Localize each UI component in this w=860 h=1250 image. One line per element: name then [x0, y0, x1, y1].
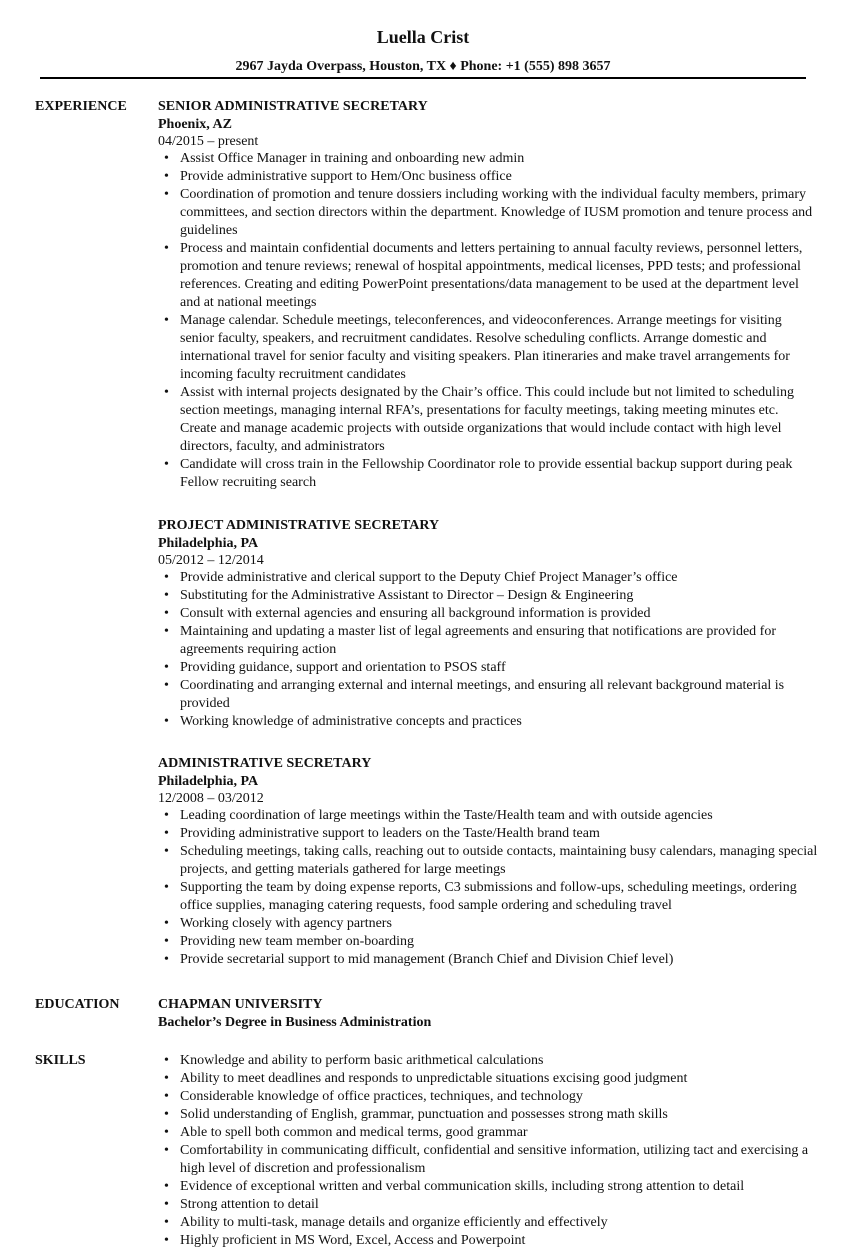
- list-item: • Providing administrative support to leaders on the Taste/Health brand team: [158, 825, 818, 843]
- list-item: • Provide administrative support to Hem/Onc business office: [158, 168, 818, 186]
- list-item: • Process and maintain confidential documents and letters pertaining to annual faculty reviews, personnel letters, promotion and tenure reviews; renewal of hospital appointments, medical licenses, PPD tests; and professional references. Creating and editing PowerPoint presentations/data management to be used at the department level and at national meetings: [158, 240, 818, 312]
- list-item: • Evidence of exceptional written and verbal communication skills, including strong attention to detail: [158, 1178, 818, 1196]
- list-item: • Leading coordination of large meetings within the Taste/Health team and with outside agencies: [158, 807, 818, 825]
- list-item: • Assist with internal projects designated by the Chair’s office. This could include but not limited to scheduling section meetings, managing internal RFA’s, presentations for faculty meetings, taking meeting minutes etc. Create and manage academic projects with outside organizations that would include contact with high level directors, faculty, and administrators: [158, 384, 818, 456]
- skills-list: [158, 1052, 818, 1250]
- section-label-experience: EXPERIENCE: [35, 99, 127, 114]
- job-title: SENIOR ADMINISTRATIVE SECRETARY: [158, 99, 428, 114]
- section-label-education: EDUCATION: [35, 997, 120, 1012]
- list-item: • Assist Office Manager in training and onboarding new admin: [158, 150, 818, 168]
- list-item: • Providing new team member on-boarding: [158, 933, 818, 951]
- list-item: • Knowledge and ability to perform basic arithmetical calculations: [158, 1052, 818, 1070]
- list-item: • Comfortability in communicating difficult, confidential and sensitive information, utilizing tact and exercising a high level of discretion and professionalism: [158, 1142, 818, 1178]
- list-item: • Considerable knowledge of office practices, techniques, and technology: [158, 1088, 818, 1106]
- school-name: CHAPMAN UNIVERSITY: [158, 997, 323, 1012]
- job-location: Phoenix, AZ: [158, 117, 232, 132]
- candidate-name: Luella Crist: [376, 27, 470, 47]
- list-item: • Providing guidance, support and orientation to PSOS staff: [158, 659, 818, 677]
- list-item: • Able to spell both common and medical terms, good grammar: [158, 1124, 818, 1142]
- job-entry: [158, 517, 818, 731]
- header-divider: [40, 77, 806, 79]
- list-item: • Supporting the team by doing expense reports, C3 submissions and follow-ups, scheduling meetings, ordering office supplies, managing catering requests, food sample ordering and scheduling travel: [158, 879, 818, 915]
- job-dates: 05/2012 – 12/2014: [158, 553, 264, 568]
- job-bullet-list: [158, 569, 818, 731]
- job-title: PROJECT ADMINISTRATIVE SECRETARY: [158, 518, 440, 533]
- skills-entry: [158, 1052, 818, 1250]
- list-item: • Consult with external agencies and ensuring all background information is provided: [158, 605, 818, 623]
- degree: Bachelor’s Degree in Business Administration: [158, 1015, 432, 1030]
- education-entry: [158, 996, 818, 1032]
- list-item: • Substituting for the Administrative Assistant to Director – Design & Engineering: [158, 587, 818, 605]
- job-dates: 04/2015 – present: [158, 134, 259, 149]
- job-entry: [158, 98, 818, 492]
- job-entry: [158, 755, 818, 969]
- job-location: Philadelphia, PA: [158, 774, 259, 789]
- list-item: • Strong attention to detail: [158, 1196, 818, 1214]
- job-dates: 12/2008 – 03/2012: [158, 791, 264, 806]
- job-location: Philadelphia, PA: [158, 536, 259, 551]
- list-item: • Candidate will cross train in the Fellowship Coordinator role to provide essential backup support during peak Fellow recruiting search: [158, 456, 818, 492]
- job-bullet-list: [158, 150, 818, 492]
- list-item: • Maintaining and updating a master list of legal agreements and ensuring that notifications are provided for agreements requiring action: [158, 623, 818, 659]
- list-item: • Highly proficient in MS Word, Excel, Access and Powerpoint: [158, 1232, 818, 1250]
- list-item: • Working knowledge of administrative concepts and practices: [158, 713, 818, 731]
- list-item: • Provide administrative and clerical support to the Deputy Chief Project Manager’s office: [158, 569, 818, 587]
- job-title: ADMINISTRATIVE SECRETARY: [158, 756, 372, 771]
- list-item: • Scheduling meetings, taking calls, reaching out to outside contacts, maintaining busy calendars, managing special projects, and getting materials gathered for large meetings: [158, 843, 818, 879]
- section-label-skills: SKILLS: [35, 1053, 86, 1068]
- list-item: • Provide secretarial support to mid management (Branch Chief and Division Chief level): [158, 951, 818, 969]
- list-item: • Ability to meet deadlines and responds to unpredictable situations excising good judgment: [158, 1070, 818, 1088]
- contact-line: 2967 Jayda Overpass, Houston, TX ♦ Phone: +1 (555) 898 3657: [235, 59, 611, 74]
- list-item: • Ability to multi-task, manage details and organize efficiently and effectively: [158, 1214, 818, 1232]
- list-item: • Solid understanding of English, grammar, punctuation and possesses strong math skills: [158, 1106, 818, 1124]
- job-bullet-list: [158, 807, 818, 969]
- list-item: • Coordination of promotion and tenure dossiers including working with the individual faculty members, primary committees, and section directors within the department. Knowledge of IUSM promotion and tenure process and guidelines: [158, 186, 818, 240]
- list-item: • Coordinating and arranging external and internal meetings, and ensuring all relevant background material is provided: [158, 677, 818, 713]
- list-item: • Working closely with agency partners: [158, 915, 818, 933]
- list-item: • Manage calendar. Schedule meetings, teleconferences, and videoconferences. Arrange meetings for visiting senior faculty, speakers, and recruitment candidates. Resolve scheduling conflicts. Arrange domestic and international travel for senior faculty and visiting speakers. Plan itineraries and make travel arrangements for incoming faculty recruitment candidates: [158, 312, 818, 384]
